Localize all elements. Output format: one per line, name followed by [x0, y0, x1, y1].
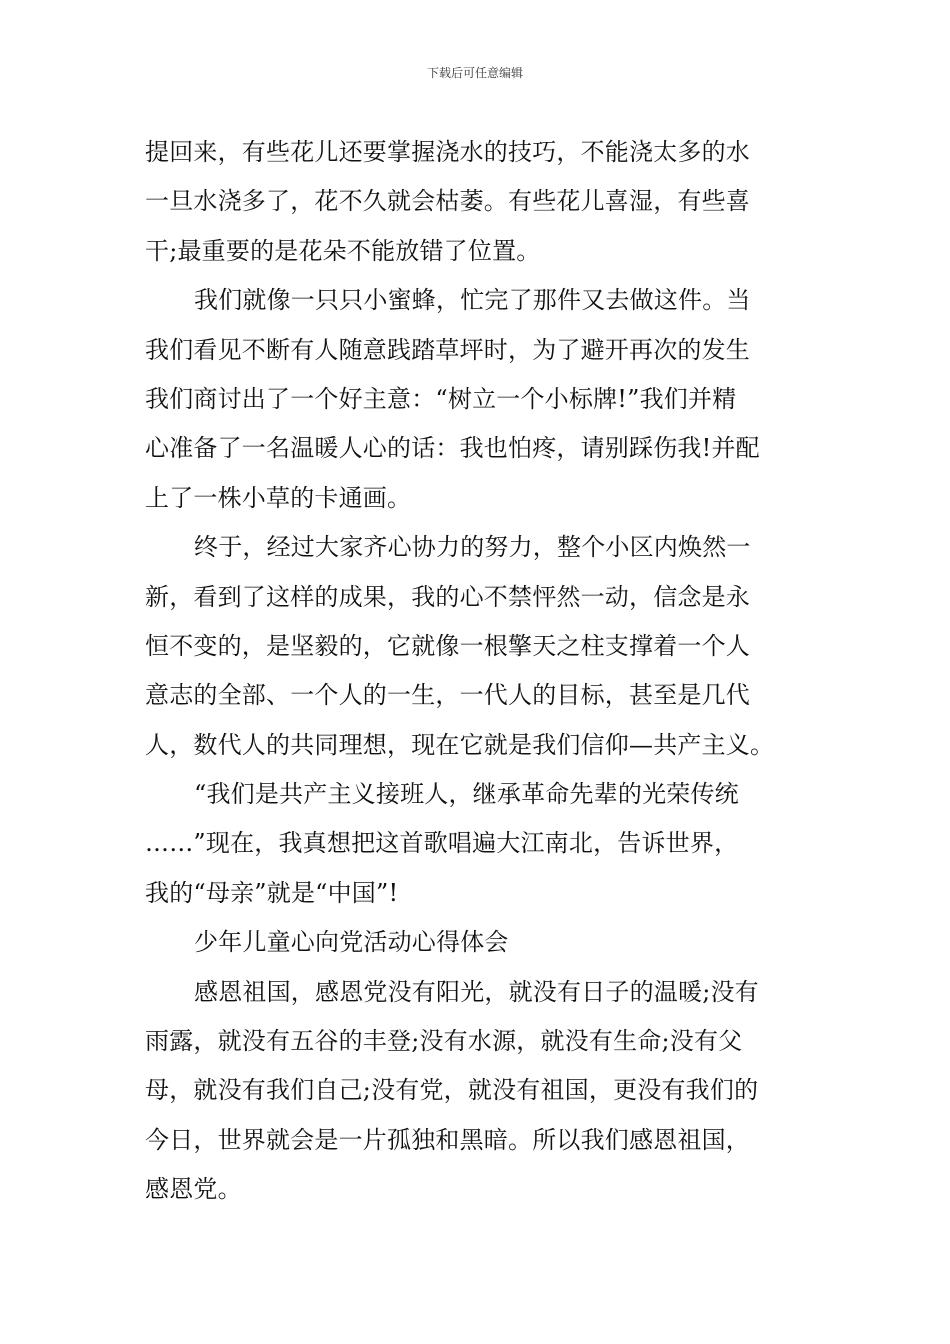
text-line: 感恩党。 [145, 1175, 242, 1204]
paragraph-start-line: 终于，经过大家齐心协力的努力，整个小区内焕然一 [194, 533, 751, 562]
text-line: 恒不变的，是坚毅的，它就像一根擎天之柱支撑着一个人 [145, 631, 750, 660]
text-line: 雨露，就没有五谷的丰登;没有水源，就没有生命;没有父 [145, 1027, 743, 1056]
text-line: 我们商讨出了一个好主意：“树立一个小标牌!”我们并精 [145, 384, 737, 413]
paragraph-start-line: 感恩祖国，感恩党没有阳光，就没有日子的温暖;没有 [194, 977, 759, 1006]
section-heading: 少年儿童心向党活动心得体会 [194, 928, 509, 957]
text-line: ……”现在，我真想把这首歌唱遍大江南北，告诉世界， [145, 829, 739, 858]
text-line: 心准备了一名温暖人心的话：我也怕疼，请别踩伤我!并配 [145, 434, 760, 463]
paragraph-start-line: 我们就像一只只小蜜蜂，忙完了那件又去做这件。当 [194, 286, 751, 315]
text-line: 一旦水浇多了，花不久就会枯萎。有些花儿喜湿，有些喜 [145, 187, 750, 216]
page-header: 下载后可任意编辑 [426, 66, 523, 80]
text-line: 提回来，有些花儿还要掌握浇水的技巧，不能浇太多的水 [145, 138, 750, 166]
text-line: 母，就没有我们自己;没有党，就没有祖国，更没有我们的 [145, 1076, 759, 1105]
text-line: 今日，世界就会是一片孤独和黑暗。所以我们感恩祖国， [145, 1125, 750, 1154]
text-line: 人，数代人的共同理想，现在它就是我们信仰—共产主义。 [145, 730, 775, 759]
text-line: 我的“母亲”就是“中国”! [145, 878, 399, 907]
text-line: 意志的全部、一个人的一生，一代人的目标，甚至是几代 [145, 681, 750, 710]
text-line: 干;最重要的是花朵不能放错了位置。 [145, 236, 541, 265]
document-body [145, 128, 807, 1215]
paragraph-start-line: “我们是共产主义接班人，继承革命先辈的光荣传统 [194, 780, 739, 809]
text-line: 上了一株小草的卡通画。 [145, 483, 412, 512]
text-line: 我们看见不断有人随意践踏草坪时，为了避开再次的发生 [145, 335, 750, 364]
text-line: 新，看到了这样的成果，我的心不禁怦然一动，信念是永 [145, 582, 750, 611]
